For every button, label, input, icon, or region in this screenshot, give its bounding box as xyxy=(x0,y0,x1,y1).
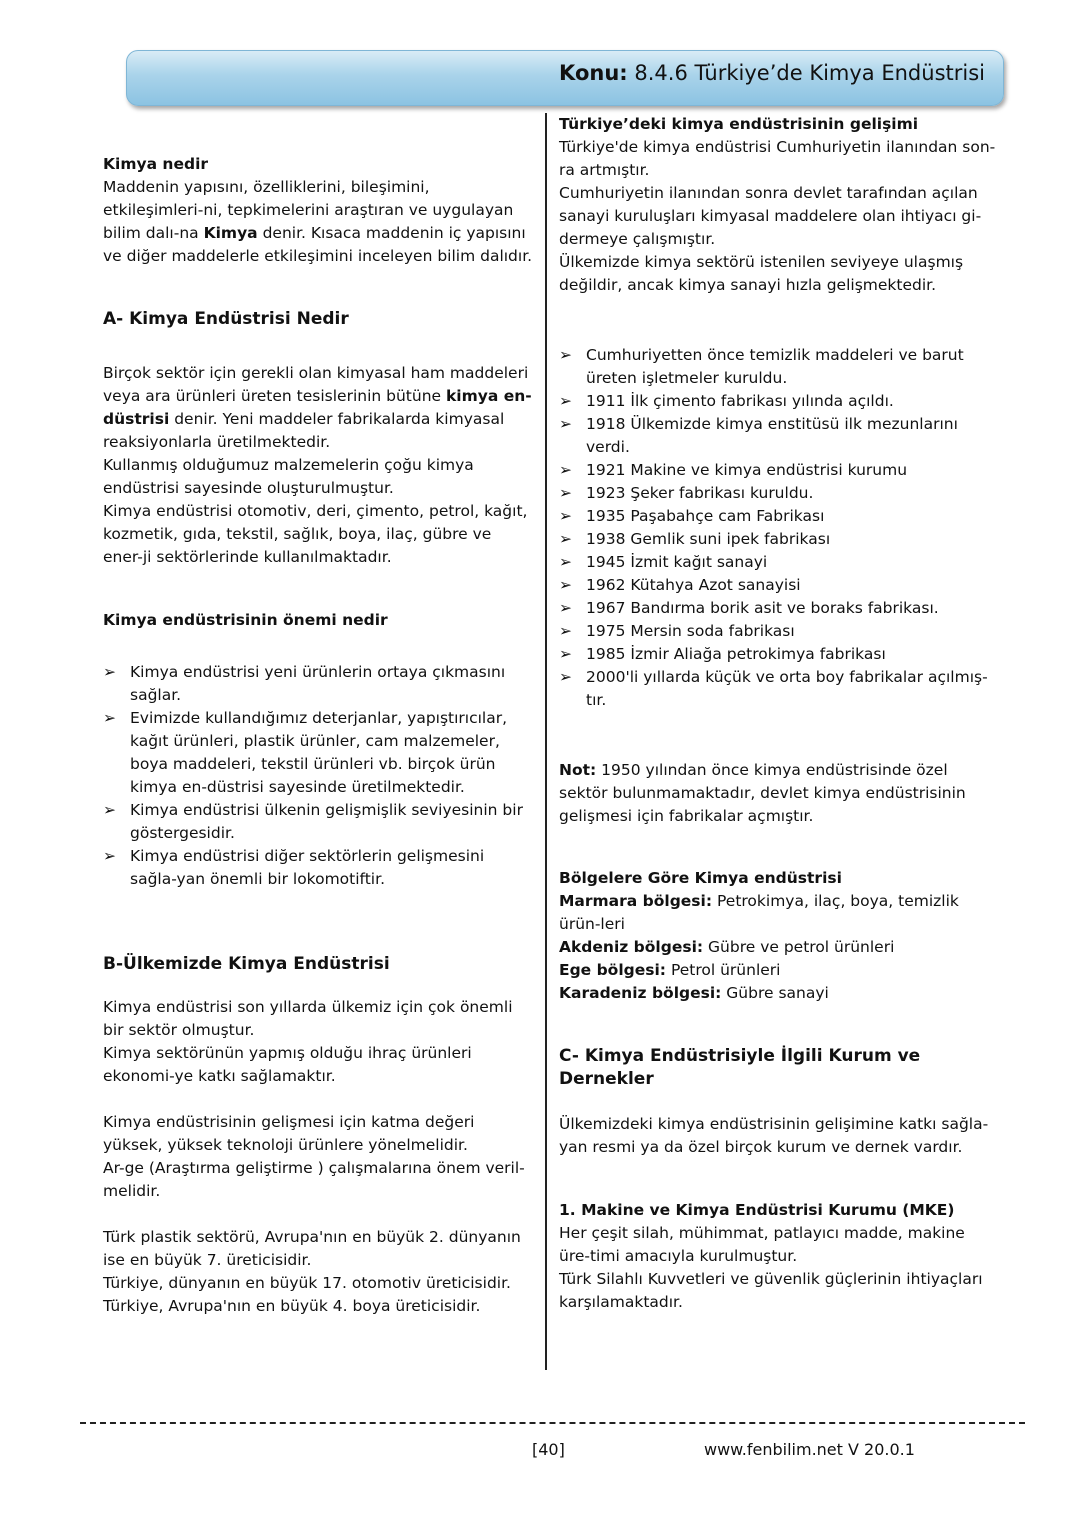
mke-text-2: Türk Silahlı Kuvvetleri ve güvenlik güçlerinin ihtiyaçları karşılamaktadır. xyxy=(559,1270,983,1311)
list-item: ➢ 1918 Ülkemizde kimya enstitüsü ilk mezunlarını verdi. xyxy=(559,413,999,459)
bolge-ege: Ege bölgesi: Petrol ürünleri xyxy=(559,961,781,979)
list-item: ➢ 1945 İzmit kağıt sanayi xyxy=(559,551,999,574)
section-b-text-7: Türkiye, Avrupa'nın en büyük 4. boya üreticisidir. xyxy=(103,1297,481,1315)
list-item: ➢ Evimizde kullandığımız deterjanlar, yapıştırıcılar, kağıt ürünleri, plastik ürünler, cam malzemeler, boya maddeleri, tekstil ürünleri vb. birçok ürün kimya en-düstrisi sayesinde üretilmektedir. xyxy=(103,707,533,799)
list-item: ➢ 1962 Kütahya Azot sanayisi xyxy=(559,574,999,597)
section-a-text-3: Kimya endüstrisi otomotiv, deri, çimento, petrol, kağıt, kozmetik, gıda, tekstil, sağlık, boya, ilaç, gübre ve ener-ji sektörlerinde kullanılmaktadır. xyxy=(103,502,528,566)
list-item: ➢ 1935 Paşabahçe cam Fabrikası xyxy=(559,505,999,528)
left-column xyxy=(103,153,533,1318)
bolge-marmara: Marmara bölgesi: Petrokimya, ilaç, boya, temizlik ürün-leri xyxy=(559,892,959,933)
section-b-text-2: Kimya sektörünün yapmış olduğu ihraç ürünleri ekonomi-ye katkı sağlamaktır. xyxy=(103,1044,472,1085)
page-number: [40] xyxy=(532,1440,565,1459)
bolge-karadeniz: Karadeniz bölgesi: Gübre sanayi xyxy=(559,984,829,1002)
list-item: ➢ 1985 İzmir Aliağa petrokimya fabrikası xyxy=(559,643,999,666)
list-item: ➢ 1938 Gemlik suni ipek fabrikası xyxy=(559,528,999,551)
right-column xyxy=(559,113,999,1314)
gelisim-text-2: Cumhuriyetin ilanından sonra devlet tarafından açılan sanayi kuruluşları kimyasal maddelere olan ihtiyacı gi-dermeye çalışmıştır. xyxy=(559,184,982,248)
list-item: ➢ Kimya endüstrisi yeni ürünlerin ortaya çıkmasını sağlar. xyxy=(103,661,533,707)
list-item: ➢ 2000'li yıllarda küçük ve orta boy fabrikalar açılmış-tır. xyxy=(559,666,999,712)
section-a-text-1: Birçok sektör için gerekli olan kimyasal ham maddeleri veya ara ürünleri üreten tesislerinin bütüne kimya en-düstrisi denir. Yeni maddeler fabrikalarda kimyasal reaksiyonlarla üretilmektedir. xyxy=(103,364,532,451)
mke-text-1: Her çeşit silah, mühimmat, patlayıcı madde, makine üre-timi amacıyla kurulmuştur. xyxy=(559,1224,965,1265)
section-c-text: Ülkemizdeki kimya endüstrisinin gelişimine katkı sağla-yan resmi ya da özel birçok kurum ve dernek vardır. xyxy=(559,1115,989,1156)
list-item: ➢ 1911 İlk çimento fabrikası yılında açıldı. xyxy=(559,390,999,413)
mke-title: 1. Makine ve Kimya Endüstrisi Kurumu (MKE) xyxy=(559,1201,955,1219)
section-b-text-1: Kimya endüstrisi son yıllarda ülkemiz için çok önemli bir sektör olmuştur. xyxy=(103,998,513,1039)
section-b-text-4: Ar-ge (Araştırma geliştirme ) çalışmalarına önem veril-melidir. xyxy=(103,1159,525,1200)
section-a-title: A- Kimya Endüstrisi Nedir xyxy=(103,309,349,329)
timeline-list xyxy=(559,344,999,712)
column-divider xyxy=(545,113,547,1370)
section-b-title: B-Ülkemizde Kimya Endüstrisi xyxy=(103,954,390,974)
site-label: www.fenbilim.net V 20.0.1 xyxy=(704,1440,915,1459)
bolge-akdeniz: Akdeniz bölgesi: Gübre ve petrol ürünleri xyxy=(559,938,895,956)
bolge-title: Bölgelere Göre Kimya endüstrisi xyxy=(559,869,842,887)
gelisim-title: Türkiye’deki kimya endüstrisinin gelişimi xyxy=(559,115,919,133)
onem-title: Kimya endüstrisinin önemi nedir xyxy=(103,611,388,629)
list-item: ➢ 1921 Makine ve kimya endüstrisi kurumu xyxy=(559,459,999,482)
onem-list xyxy=(103,661,533,891)
section-b-text-3: Kimya endüstrisinin gelişmesi için katma değeri yüksek, yüksek teknoloji ürünlere yönelmelidir. xyxy=(103,1113,475,1154)
not-text: Not: 1950 yılından önce kimya endüstrisinde özel sektör bulunmamaktadır, devlet kimya endüstrisinin gelişmesi için fabrikalar açmıştır. xyxy=(559,761,966,825)
kimya-nedir-text: Maddenin yapısını, özelliklerini, bileşimini, etkileşimleri-ni, tepkimelerini araştıran ve uygulayan bilim dalı-na Kimya denir. Kısaca maddenin iç yapısını ve diğer maddelerle etkileşimini inceleyen bilim dalıdır. xyxy=(103,178,533,265)
list-item: ➢ 1975 Mersin soda fabrikası xyxy=(559,620,999,643)
footer-divider xyxy=(80,1422,1025,1424)
list-item: ➢ 1967 Bandırma borik asit ve boraks fabrikası. xyxy=(559,597,999,620)
list-item: ➢ Cumhuriyetten önce temizlik maddeleri ve barut üreten işletmeler kuruldu. xyxy=(559,344,999,390)
section-b-text-5: Türk plastik sektörü, Avrupa'nın en büyük 2. dünyanın ise en büyük 7. üreticisidir. xyxy=(103,1228,521,1269)
list-item: ➢ Kimya endüstrisi diğer sektörlerin gelişmesini sağla-yan önemli bir lokomotiftir. xyxy=(103,845,533,891)
list-item: ➢ Kimya endüstrisi ülkenin gelişmişlik seviyesinin bir göstergesidir. xyxy=(103,799,533,845)
section-a-text-2: Kullanmış olduğumuz malzemelerin çoğu kimya endüstrisi sayesinde oluşturulmuştur. xyxy=(103,456,474,497)
gelisim-text-3: Ülkemizde kimya sektörü istenilen seviyeye ulaşmış değildir, ancak kimya sanayi hızla gelişmektedir. xyxy=(559,253,964,294)
topic-title: Konu: 8.4.6 Türkiye’de Kimya Endüstrisi xyxy=(559,61,985,85)
kimya-nedir-title: Kimya nedir xyxy=(103,155,209,173)
gelisim-text-1: Türkiye'de kimya endüstrisi Cumhuriyetin ilanından son-ra artmıştır. xyxy=(559,138,996,179)
section-c-title: C- Kimya Endüstrisiyle İlgili Kurum ve Dernekler xyxy=(559,1046,921,1089)
section-b-text-6: Türkiye, dünyanın en büyük 17. otomotiv üreticisidir. xyxy=(103,1274,511,1292)
list-item: ➢ 1923 Şeker fabrikası kuruldu. xyxy=(559,482,999,505)
topic-header xyxy=(126,50,1004,106)
